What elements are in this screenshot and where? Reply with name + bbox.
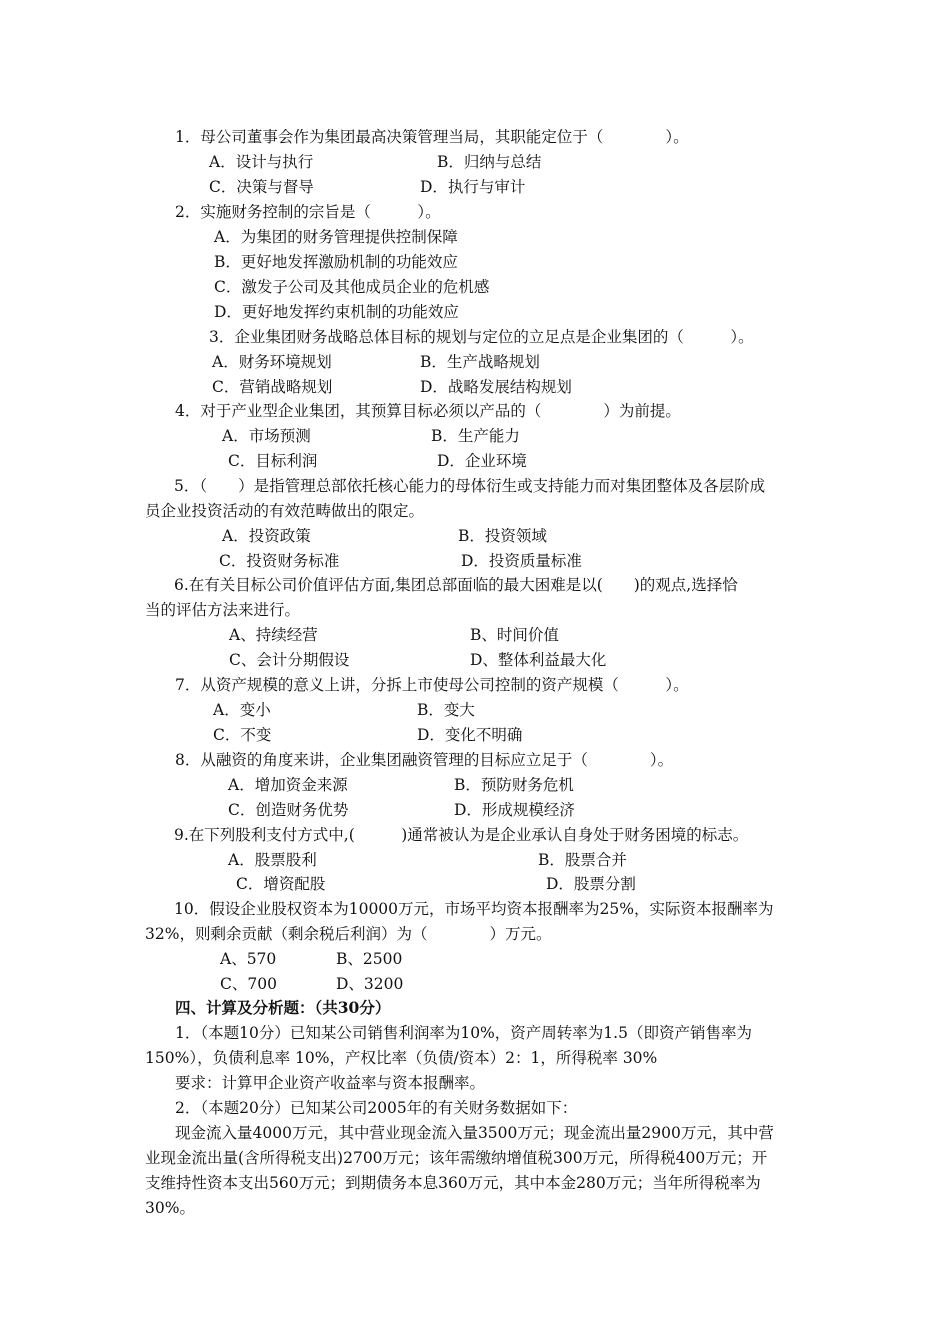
question-9-option-d: D．股票分割 (546, 875, 636, 893)
calc-2-line-3: 业现金流出量(含所得税支出)2700万元；该年需缴纳增值税300万元，所得税400万元；开 (145, 1149, 768, 1167)
question-10-option-d: D、3200 (336, 975, 404, 993)
question-6-option-a: A、持续经营 (229, 626, 318, 644)
question-2-option-a: A．为集团的财务管理提供控制保障 (214, 228, 458, 246)
section-4-heading: 四、计算及分析题：（共30分） (175, 998, 391, 1017)
question-7-option-c: C．不变 (213, 726, 272, 744)
question-6-option-c: C、会计分期假设 (229, 651, 350, 669)
question-10-stem-line-2: 32%，则剩余贡献（剩余税后利润）为（ ）万元。 (145, 925, 552, 943)
calc-1-requirement: 要求：计算甲企业资产收益率与资本报酬率。 (175, 1074, 486, 1092)
question-7-stem: 7．从资产规模的意义上讲，分拆上市使母公司控制的资产规模（ ）。 (175, 676, 689, 694)
calc-1-line-2: 150%），负债利息率 10%，产权比率（负债/资本）2：1，所得税率 30% (145, 1049, 658, 1067)
question-5-option-c: C．投资财务标准 (219, 552, 340, 570)
calc-2-line-2: 现金流入量4000万元，其中营业现金流入量3500万元；现金流出量2900万元，其中营 (175, 1124, 774, 1142)
question-4-option-b: B．生产能力 (431, 427, 520, 445)
question-2-stem: 2．实施财务控制的宗旨是（ ）。 (175, 203, 441, 221)
question-3-option-d: D．战略发展结构规划 (420, 378, 572, 396)
question-5-stem-line-1: 5．（ ）是指管理总部依托核心能力的母体衍生或支持能力而对集团整体及各层阶成 (174, 477, 766, 495)
question-3-option-c: C．营销战略规划 (212, 378, 333, 396)
question-2-option-b: B．更好地发挥激励机制的功能效应 (214, 253, 458, 271)
question-10-option-c: C、700 (220, 975, 277, 993)
question-8-stem: 8．从融资的角度来讲，企业集团融资管理的目标应立足于（ ）。 (175, 751, 674, 769)
calc-2-line-5: 30%。 (145, 1199, 195, 1217)
question-7-option-b: B．变大 (417, 701, 475, 719)
question-6-option-d: D、整体利益最大化 (470, 651, 607, 669)
question-4-option-d: D．企业环境 (437, 452, 527, 470)
question-5-option-d: D．投资质量标准 (461, 552, 582, 570)
question-5-stem-line-2: 员企业投资活动的有效范畴做出的限定。 (145, 502, 425, 520)
calc-1-line-1: 1．（本题10分）已知某公司销售利润率为10%，资产周转率为1.5（即资产销售率为 (175, 1024, 752, 1042)
question-2-option-d: D．更好地发挥约束机制的功能效应 (214, 303, 459, 321)
question-5-option-a: A．投资政策 (222, 527, 311, 545)
question-1-option-b: B．归纳与总结 (437, 153, 542, 171)
question-1-option-a: A．设计与执行 (209, 153, 314, 171)
question-4-option-c: C．目标利润 (228, 452, 318, 470)
question-9-stem: 9.在下列股利支付方式中,( )通常被认为是企业承认自身处于财务困境的标志。 (174, 826, 749, 844)
question-3-option-b: B．生产战略规划 (420, 353, 540, 371)
question-1-option-c: C．决策与督导 (209, 178, 314, 196)
question-7-option-d: D．变化不明确 (417, 726, 523, 744)
question-3-option-a: A．财务环境规划 (212, 353, 332, 371)
question-9-option-c: C．增资配股 (236, 875, 326, 893)
question-2-option-c: C．激发子公司及其他成员企业的危机感 (214, 278, 490, 296)
question-8-option-a: A．增加资金来源 (228, 776, 348, 794)
calc-2-line-1: 2．（本题20分）已知某公司2005年的有关财务数据如下： (175, 1099, 578, 1117)
question-10-option-b: B、2500 (336, 950, 403, 968)
question-9-option-b: B．股票合并 (538, 851, 627, 869)
question-4-stem: 4．对于产业型企业集团，其预算目标必须以产品的（ ）为前提。 (175, 402, 681, 420)
question-9-option-a: A．股票股利 (228, 851, 317, 869)
calc-2-line-4: 支维持性资本支出560万元；到期债务本息360万元，其中本金280万元；当年所得税率为 (145, 1174, 761, 1192)
question-7-option-a: A．变小 (213, 701, 271, 719)
question-8-option-d: D．形成规模经济 (454, 801, 575, 819)
question-5-option-b: B．投资领域 (458, 527, 547, 545)
question-1-stem: 1．母公司董事会作为集团最高决策管理当局，其职能定位于（ ）。 (175, 128, 689, 146)
question-8-option-b: B．预防财务危机 (454, 776, 574, 794)
question-4-option-a: A．市场预测 (222, 427, 311, 445)
question-6-stem-line-2: 当的评估方法来进行。 (145, 601, 301, 619)
question-1-option-d: D．执行与审计 (420, 178, 526, 196)
question-6-option-b: B、时间价值 (470, 626, 559, 644)
question-10-stem-line-1: 10．假设企业股权资本为10000万元，市场平均资本报酬率为25%，实际资本报酬率为 (174, 900, 774, 918)
question-10-option-a: A、570 (220, 950, 277, 968)
question-8-option-c: C．创造财务优势 (228, 801, 349, 819)
question-3-stem: 3．企业集团财务战略总体目标的规划与定位的立足点是企业集团的（ ）。 (209, 328, 754, 346)
question-6-stem-line-1: 6.在有关目标公司价值评估方面,集团总部面临的最大困难是以( )的观点,选择恰 (174, 576, 738, 594)
